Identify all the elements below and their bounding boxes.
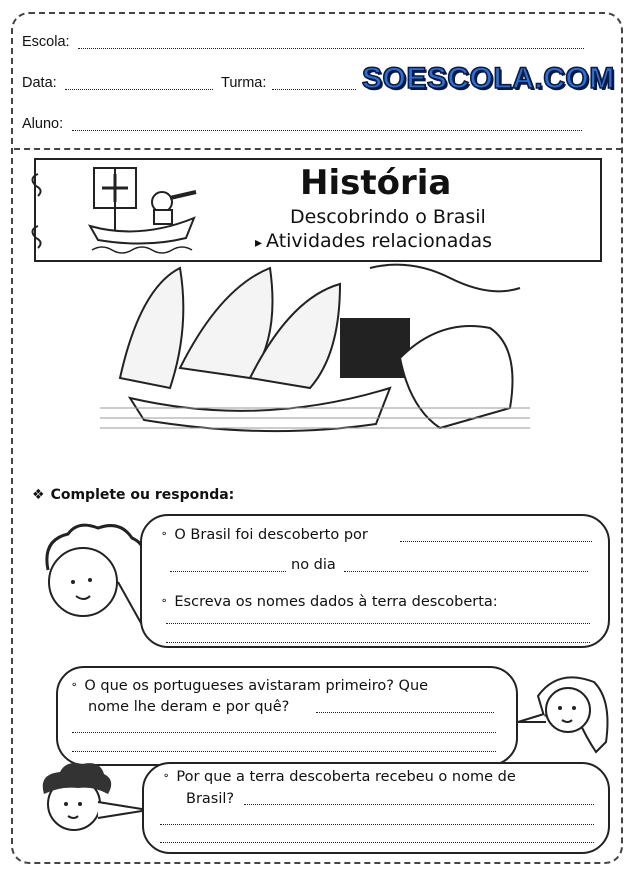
answer-line-2c[interactable] — [72, 751, 496, 752]
banner-title: História — [300, 163, 452, 203]
arrow-icon: ▸ — [255, 235, 263, 251]
question-3a — [162, 769, 516, 785]
aluno-label: Aluno: — [22, 116, 64, 132]
answer-line-1a[interactable] — [400, 541, 592, 542]
answer-line-3a[interactable] — [244, 804, 594, 805]
question-3b: Brasil? — [186, 791, 235, 807]
turma-label: Turma: — [221, 75, 267, 91]
bullet-icon: ⚬ — [162, 771, 171, 782]
answer-line-3b[interactable] — [160, 824, 594, 825]
banner-subtitle: Descobrindo o Brasil — [290, 206, 486, 228]
answer-line-1c-1[interactable] — [166, 623, 590, 624]
bullet-icon: ⚬ — [160, 596, 169, 607]
answer-line-2b[interactable] — [72, 732, 496, 733]
question-3a-text: Por que a terra descoberta recebeu o nome de — [176, 769, 516, 785]
answer-line-1b[interactable] — [344, 571, 588, 572]
question-2b: nome lhe deram e por quê? — [88, 699, 290, 715]
banner-subtitle-2 — [255, 230, 492, 252]
question-1b: no dia — [291, 557, 336, 573]
aluno-line[interactable] — [72, 130, 582, 131]
escola-label: Escola: — [22, 34, 70, 50]
answer-line-3c[interactable] — [160, 842, 594, 843]
question-1c-text: Escreva os nomes dados à terra descoberta: — [174, 594, 498, 610]
escola-line[interactable] — [78, 48, 584, 49]
turma-line[interactable] — [272, 89, 356, 90]
bullet-icon: ⚬ — [160, 529, 169, 540]
ships-illustration — [100, 258, 530, 438]
question-1c — [160, 594, 498, 610]
instruction-heading — [32, 487, 234, 503]
caravel-with-sailor-icon — [86, 162, 206, 258]
question-2a-text: O que os portugueses avistaram primeiro? Que — [84, 678, 429, 694]
question-2a — [70, 678, 428, 694]
scroll-curl-icon — [24, 168, 48, 258]
bullet-icon: ⚬ — [70, 680, 79, 691]
long-hair-child-icon — [510, 666, 620, 766]
data-line[interactable] — [65, 89, 213, 90]
diamond-bullet-icon: ❖ — [32, 487, 45, 503]
banner-subtitle-2-text: Atividades relacionadas — [266, 230, 492, 252]
header-separator — [14, 148, 622, 150]
data-label: Data: — [22, 75, 57, 91]
answer-line-1b-pre[interactable] — [170, 571, 286, 572]
site-logo: SOESCOLA.COM — [362, 62, 615, 95]
question-1a-text: O Brasil foi descoberto por — [174, 527, 368, 543]
answer-line-1c-2[interactable] — [166, 642, 590, 643]
question-1a — [160, 527, 368, 543]
answer-line-2a[interactable] — [316, 712, 494, 713]
instruction-text: Complete ou responda: — [50, 487, 235, 503]
